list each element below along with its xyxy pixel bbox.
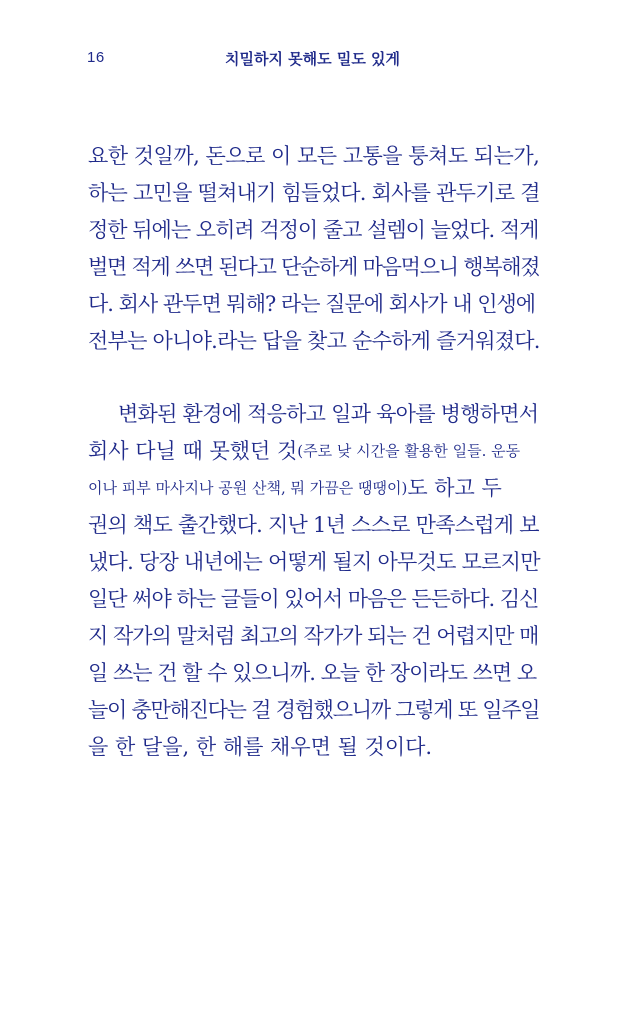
text-line: 이나 피부 마사지나 공원 산책, 뭐 가끔은 땡땡이) 도 하고 두	[88, 470, 540, 507]
book-title: 치밀하지 못해도 밀도 있게	[224, 50, 401, 68]
paragraph-2	[88, 396, 540, 766]
text-line: 요한 것일까, 돈으로 이 모든 고통을 퉁쳐도 되는가,	[88, 144, 540, 168]
parenthetical-note: 이나 피부 마사지나 공원 산책, 뭐 가끔은 땡땡이)	[88, 479, 408, 497]
text-line: 변화된 환경에 적응하고 일과 육아를 병행하면서	[118, 402, 539, 426]
text-line: 권의 책도 출간했다. 지난 1년 스스로 만족스럽게 보	[88, 513, 539, 537]
text-line: 냈다. 당장 내년에는 어떻게 될지 아무것도 모르지만	[88, 550, 540, 574]
parenthetical-note: (주로 낮 시간을 활용한 일들. 운동	[297, 442, 521, 460]
text-line: 지 작가의 말처럼 최고의 작가가 되는 건 어렵지만 매	[88, 624, 539, 648]
text-line: 을 한 달을, 한 해를 채우면 될 것이다.	[88, 735, 433, 759]
text-line: 일 쓰는 건 할 수 있으니까. 오늘 한 장이라도 쓰면 오	[88, 661, 537, 685]
paragraph-gap	[88, 360, 540, 396]
text-line: 벌면 적게 쓰면 된다고 단순하게 마음먹으니 행복해졌	[88, 255, 540, 279]
text-line: 회사 다닐 때 못했던 것 (주로 낮 시간을 활용한 일들. 운동	[88, 433, 540, 470]
body-text	[88, 138, 540, 766]
running-header	[0, 44, 625, 72]
text-line: 전부는 아니야.라는 답을 찾고 순수하게 즐거워졌다.	[88, 329, 540, 353]
text-line: 늘이 충만해진다는 걸 경험했으니까 그렇게 또 일주일	[88, 698, 540, 722]
text-line: 다. 회사 관두면 뭐해? 라는 질문에 회사가 내 인생에	[88, 292, 536, 316]
text-line: 정한 뒤에는 오히려 걱정이 줄고 설렘이 늘었다. 적게	[88, 218, 539, 242]
paragraph-1	[88, 138, 540, 360]
text-line: 일단 써야 하는 글들이 있어서 마음은 든든하다. 김신	[88, 587, 539, 611]
page-number: 16	[87, 49, 105, 66]
text-line: 하는 고민을 떨쳐내기 힘들었다. 회사를 관두기로 결	[88, 181, 540, 205]
